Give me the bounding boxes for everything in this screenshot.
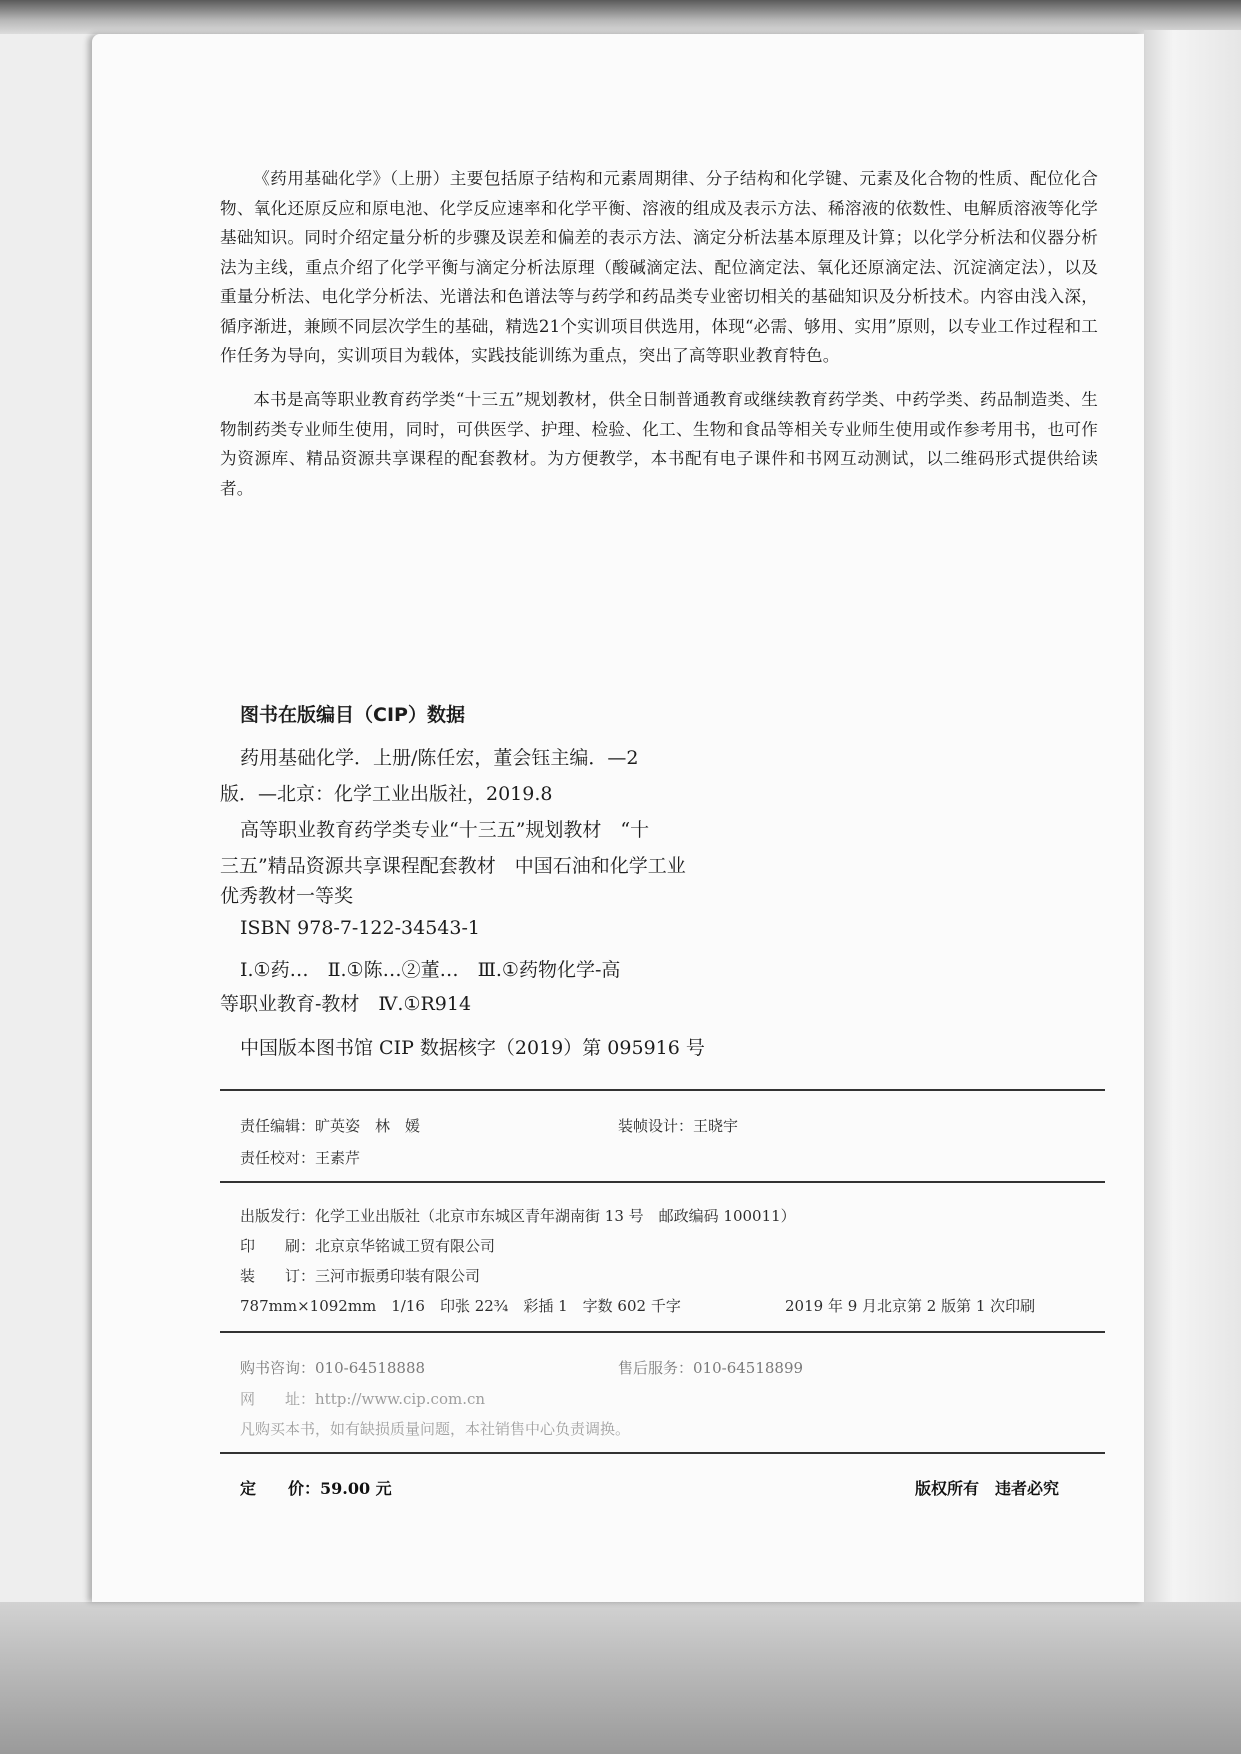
scan-top-shadow xyxy=(0,0,1241,34)
cip-classification-1: Ⅰ.①药… Ⅱ.①陈…②董… Ⅲ.①药物化学-高 xyxy=(240,959,621,981)
publisher-website: 网 址：http://www.cip.com.cn xyxy=(240,1390,486,1408)
cip-isbn: ISBN 978-7-122-34543-1 xyxy=(240,917,480,939)
printer-info: 印 刷：北京京华铭诚工贸有限公司 xyxy=(240,1237,496,1255)
after-sales-hotline: 售后服务：010-64518899 xyxy=(618,1359,804,1377)
cip-classification-2: 等职业教育-教材 Ⅳ.①R914 xyxy=(220,993,472,1015)
divider-2 xyxy=(220,1181,1105,1183)
price: 定 价：59.00 元 xyxy=(240,1479,392,1498)
cip-heading: 图书在版编目（CIP）数据 xyxy=(240,704,465,726)
divider-1 xyxy=(220,1089,1105,1091)
responsible-editor: 责任编辑：旷英姿 林 媛 xyxy=(240,1117,421,1135)
divider-3 xyxy=(220,1331,1105,1333)
cip-series-line-3: 优秀教材一等奖 xyxy=(220,885,354,907)
cip-series-line-1: 高等职业教育药学类专业“十三五”规划教材 “十 xyxy=(240,819,650,841)
edition-info: 2019 年 9 月北京第 2 版第 1 次印刷 xyxy=(785,1297,1036,1315)
binder-info: 装 订：三河市振勇印装有限公司 xyxy=(240,1267,481,1285)
cip-series-line-2: 三五”精品资源共享课程配套教材 中国石油和化学工业 xyxy=(220,855,686,877)
cover-designer: 装帧设计：王晓宇 xyxy=(618,1117,739,1135)
intro-paragraph-1: 《药用基础化学》（上册）主要包括原子结构和元素周期律、分子结构和化学键、元素及化合物的性质、配位化合物、氧化还原反应和原电池、化学反应速率和化学平衡、溶液的组成及表示方法、稀溶液的依数性、电解质溶液等化学基础知识。同时介绍定量分析的步骤及误差和偏差的表示方法、滴定分析法基本原理及计算；以化学分析法和仪器分析法为主线，重点介绍了化学平衡与滴定分析法原理（酸碱滴定法、配位滴定法、氧化还原滴定法、沉淀滴定法），以及重量分析法、电化学分析法、光谱法和色谱法等与药学和药品类专业密切相关的基础知识及分析技术。内容由浅入深，循序渐进，兼顾不同层次学生的基础，精选21个实训项目供选用，体现“必需、够用、实用”原则，以专业工作过程和工作任务为导向，实训项目为载体，实践技能训练为重点，突出了高等职业教育特色。 xyxy=(220,169,1098,365)
cip-title-line-1: 药用基础化学．上册/陈任宏，董会钰主编．—2 xyxy=(240,747,639,769)
replacement-notice: 凡购买本书，如有缺损质量问题，本社销售中心负责调换。 xyxy=(240,1420,631,1438)
cip-title-line-2: 版．—北京：化学工业出版社，2019.8 xyxy=(220,783,553,805)
book-specs: 787mm×1092mm 1/16 印张 22¾ 彩插 1 字数 602 千字 xyxy=(240,1297,681,1315)
intro-paragraph-2: 本书是高等职业教育药学类“十三五”规划教材，供全日制普通教育或继续教育药学类、中药学类、药品制造类、生物制药类专业师生使用，同时，可供医学、护理、检验、化工、生物和食品等相关专业师生使用或作参考用书，也可作为资源库、精品资源共享课程的配套教材。为方便教学，本书配有电子课件和书网互动测试，以二维码形式提供给读者。 xyxy=(220,390,1098,498)
purchase-hotline: 购书咨询：010-64518888 xyxy=(240,1359,426,1377)
cip-record-number: 中国版本图书馆 CIP 数据核字（2019）第 095916 号 xyxy=(240,1037,705,1059)
copyright-notice: 版权所有 违者必究 xyxy=(915,1479,1060,1498)
proofreader: 责任校对：王素芹 xyxy=(240,1149,361,1167)
publisher-info: 出版发行：化学工业出版社（北京市东城区青年湖南街 13 号 邮政编码 100011） xyxy=(240,1207,796,1225)
scan-bottom-shadow xyxy=(0,1602,1241,1754)
divider-4 xyxy=(220,1452,1105,1454)
adjacent-page-edge xyxy=(1144,30,1241,1602)
